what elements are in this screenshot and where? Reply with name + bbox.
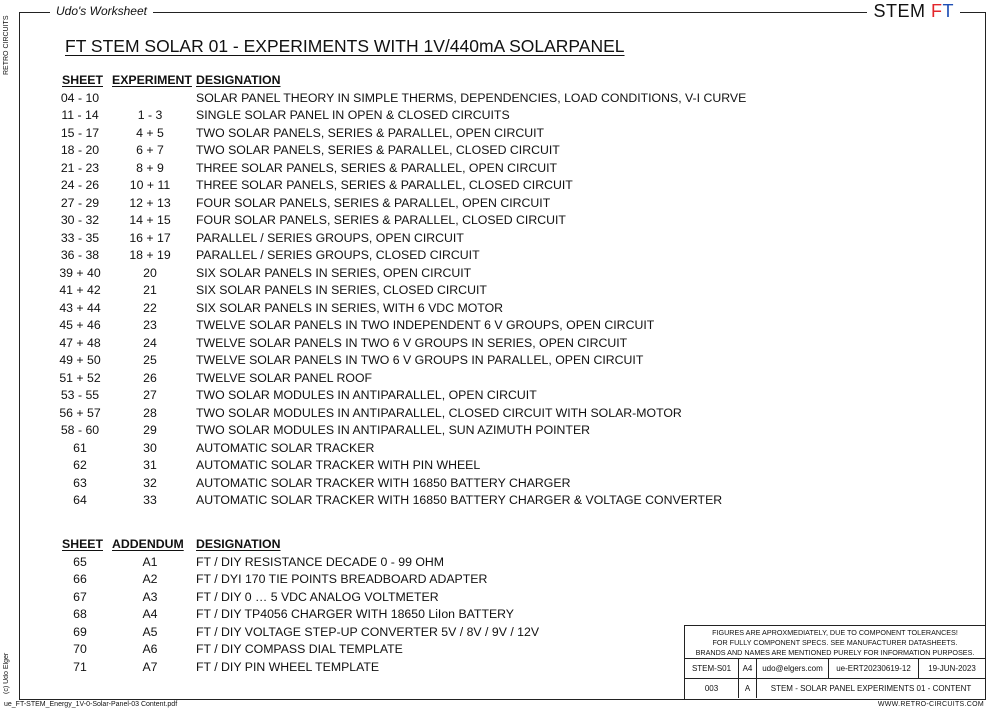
cell-sheet: 65 — [73, 554, 87, 569]
cell-experiment: 20 — [143, 265, 157, 280]
brand-logo — [867, 1, 960, 22]
cell-designation: THREE SOLAR PANELS, SERIES & PARALLEL, CLOSED CIRCUIT — [196, 178, 573, 192]
cell-addendum: A2 — [142, 572, 158, 586]
doc-date: 19-JUN-2023 — [928, 664, 976, 673]
cell-designation: TWELVE SOLAR PANELS IN TWO INDEPENDENT 6 V GROUPS, OPEN CIRCUIT — [196, 318, 655, 332]
cell-experiment: 14 + 15 — [129, 213, 171, 227]
cell-experiment: 33 — [143, 493, 157, 507]
cell-sheet: 27 - 29 — [60, 195, 100, 210]
cell-designation: TWELVE SOLAR PANELS IN TWO 6 V GROUPS IN SERIES, OPEN CIRCUIT — [196, 335, 628, 350]
cell-sheet: 47 + 48 — [59, 335, 101, 350]
cell-addendum: A4 — [142, 607, 158, 621]
cell-designation: SINGLE SOLAR PANEL IN OPEN & CLOSED CIRCUITS — [196, 108, 510, 122]
cell-sheet: 43 + 44 — [59, 300, 101, 315]
cell-designation: FT / DIY RESISTANCE DECADE 0 - 99 OHM — [196, 554, 445, 569]
cell-designation: TWO SOLAR MODULES IN ANTIPARALLEL, SUN AZIMUTH POINTER — [196, 423, 591, 437]
cell-experiment: 25 — [143, 353, 157, 367]
cell-sheet: 69 — [73, 624, 87, 639]
brand-t: T — [942, 1, 954, 21]
cell-sheet: 49 + 50 — [59, 353, 101, 367]
cell-sheet: 70 — [73, 642, 87, 656]
cell-designation: FT / DIY PIN WHEEL TEMPLATE — [196, 659, 380, 674]
cell-designation: TWO SOLAR PANELS, SERIES & PARALLEL, CLOSED CIRCUIT — [196, 143, 560, 157]
header-designation: DESIGNATION — [196, 73, 281, 87]
cell-designation: THREE SOLAR PANELS, SERIES & PARALLEL, OPEN CIRCUIT — [196, 160, 558, 175]
cell-experiment: 22 — [143, 300, 157, 315]
cell-experiment: 4 + 5 — [136, 125, 164, 140]
cell-sheet: 63 — [73, 475, 87, 490]
cell-sheet: 56 + 57 — [59, 405, 101, 420]
cell-designation: FT / DIY TP4056 CHARGER WITH 18650 LiIon BATTERY — [196, 607, 515, 621]
cell-designation: FT / DIY COMPASS DIAL TEMPLATE — [196, 642, 403, 656]
cell-sheet: 66 — [73, 572, 87, 586]
cell-sheet: 41 + 42 — [59, 283, 101, 297]
cell-experiment: 10 + 11 — [129, 178, 171, 192]
cell-experiment: 8 + 9 — [136, 160, 164, 175]
cell-sheet: 30 - 32 — [60, 213, 100, 227]
cell-designation: FOUR SOLAR PANELS, SERIES & PARALLEL, OPEN CIRCUIT — [196, 195, 551, 210]
cell-designation: AUTOMATIC SOLAR TRACKER WITH 16850 BATTERY CHARGER — [196, 475, 571, 490]
cell-experiment: 21 — [143, 283, 157, 297]
cell-sheet: 15 - 17 — [60, 125, 100, 140]
cell-designation: SIX SOLAR PANELS IN SERIES, OPEN CIRCUIT — [196, 265, 472, 280]
cell-sheet: 33 - 35 — [60, 230, 100, 245]
cell-sheet: 24 - 26 — [60, 178, 100, 192]
cell-designation: AUTOMATIC SOLAR TRACKER WITH 16850 BATTERY CHARGER & VOLTAGE CONVERTER — [196, 493, 723, 507]
cell-designation: FT / DIY 0 … 5 VDC ANALOG VOLTMETER — [196, 589, 439, 604]
cell-experiment: 30 — [143, 440, 157, 455]
cell-sheet: 11 - 14 — [61, 108, 99, 122]
cell-sheet: 53 - 55 — [60, 388, 100, 402]
brand-f: F — [931, 1, 943, 21]
author-email: udo@elgers.com — [757, 659, 829, 678]
cell-sheet: 45 + 46 — [59, 318, 101, 332]
doc-id: STEM-S01 — [685, 659, 739, 678]
cell-sheet: 04 - 10 — [60, 90, 100, 105]
cell-designation: SOLAR PANEL THEORY IN SIMPLE THERMS, DEPENDENCIES, LOAD CONDITIONS, V-I CURVE — [196, 90, 747, 105]
footer-filename: ue_FT-STEM_Energy_1V-0-Solar-Panel-03 Content.pdf — [4, 701, 178, 708]
cell-sheet: 18 - 20 — [60, 143, 100, 157]
cell-designation: PARALLEL / SERIES GROUPS, CLOSED CIRCUIT — [196, 248, 480, 262]
cell-designation: FOUR SOLAR PANELS, SERIES & PARALLEL, CLOSED CIRCUIT — [196, 213, 566, 227]
cell-addendum: A5 — [142, 624, 158, 639]
cell-experiment: 24 — [143, 335, 157, 350]
note-line: FOR FULLY COMPONENT SPECS. SEE MANUFACTURER DATASHEETS. — [712, 638, 958, 647]
paper-size: A4 — [739, 659, 757, 678]
title-block-row — [685, 659, 985, 679]
title-block-row — [685, 679, 985, 698]
header-sheet: SHEET — [62, 73, 103, 87]
cell-sheet: 51 + 52 — [59, 370, 101, 385]
cell-designation: PARALLEL / SERIES GROUPS, OPEN CIRCUIT — [196, 230, 464, 245]
header-addendum: ADDENDUM — [112, 537, 184, 551]
cell-designation: TWELVE SOLAR PANEL ROOF — [196, 370, 373, 385]
cell-addendum: A3 — [142, 589, 158, 604]
cell-sheet: 36 - 38 — [60, 248, 100, 262]
cell-designation: TWELVE SOLAR PANELS IN TWO 6 V GROUPS IN PARALLEL, OPEN CIRCUIT — [196, 353, 644, 367]
title-block — [684, 625, 985, 699]
worksheet-label: Udo's Worksheet — [50, 4, 153, 18]
cell-addendum: A6 — [142, 642, 158, 656]
cell-sheet: 58 - 60 — [60, 423, 100, 437]
cell-designation: AUTOMATIC SOLAR TRACKER — [196, 440, 375, 455]
cell-designation: TWO SOLAR MODULES IN ANTIPARALLEL, CLOSED CIRCUIT WITH SOLAR-MOTOR — [196, 405, 682, 420]
cell-experiment: 23 — [143, 318, 157, 332]
side-label-top: RETRO CIRCUITS — [3, 15, 10, 75]
cell-experiment: 29 — [143, 423, 157, 437]
cell-experiment: 28 — [143, 405, 157, 420]
cell-designation: AUTOMATIC SOLAR TRACKER WITH PIN WHEEL — [196, 458, 481, 472]
doc-ref: ue-ERT20230619-12 — [829, 659, 919, 678]
cell-addendum: A7 — [142, 659, 158, 674]
header-sheet: SHEET — [62, 537, 103, 551]
cell-designation: FT / DIY VOLTAGE STEP-UP CONVERTER 5V / 8V / 9V / 12V — [196, 624, 540, 639]
cell-sheet: 67 — [73, 589, 87, 604]
footer-website: WWW.RETRO-CIRCUITS.COM — [877, 701, 984, 708]
disclaimer-note — [685, 626, 985, 659]
cell-experiment: 18 + 19 — [129, 248, 171, 262]
cell-experiment: 31 — [143, 458, 157, 472]
cell-sheet: 61 — [73, 440, 87, 455]
cell-experiment: 1 - 3 — [137, 108, 163, 122]
cell-addendum: A1 — [142, 554, 158, 569]
cell-sheet: 68 — [73, 607, 87, 621]
note-line: FIGURES ARE APROXMEDIATELY, DUE TO COMPONENT TOLERANCES! — [712, 628, 958, 637]
brand-text: STEM — [873, 1, 931, 21]
cell-designation: TWO SOLAR MODULES IN ANTIPARALLEL, OPEN CIRCUIT — [196, 388, 537, 402]
cell-designation: SIX SOLAR PANELS IN SERIES, WITH 6 VDC MOTOR — [196, 300, 504, 315]
cell-experiment: 26 — [143, 370, 157, 385]
side-label-bottom: (c) Udo Elger — [3, 652, 10, 694]
cell-designation: FT / DYI 170 TIE POINTS BREADBOARD ADAPTER — [196, 572, 488, 586]
cell-designation: SIX SOLAR PANELS IN SERIES, CLOSED CIRCUIT — [196, 283, 487, 297]
note-line: BRANDS AND NAMES ARE MENTIONED PURELY FOR INFORMATION PURPOSES. — [695, 648, 975, 657]
cell-experiment: 16 + 17 — [129, 230, 171, 245]
cell-sheet: 64 — [73, 493, 87, 507]
cell-sheet: 39 + 40 — [59, 265, 101, 280]
doc-title: STEM - SOLAR PANEL EXPERIMENTS 01 - CONTENT — [770, 684, 972, 693]
page-title: FT STEM SOLAR 01 - EXPERIMENTS WITH 1V/440mA SOLARPANEL — [65, 36, 625, 56]
cell-sheet: 62 — [73, 458, 87, 472]
cell-experiment: 12 + 13 — [129, 195, 171, 210]
cell-experiment: 27 — [143, 388, 157, 402]
page-number: 003 — [685, 679, 739, 698]
cell-designation: TWO SOLAR PANELS, SERIES & PARALLEL, OPEN CIRCUIT — [196, 125, 545, 140]
cell-experiment: 6 + 7 — [136, 143, 164, 157]
header-experiment: EXPERIMENT — [112, 73, 192, 87]
cell-experiment: 32 — [143, 475, 157, 490]
header-designation: DESIGNATION — [196, 537, 281, 551]
revision: A — [739, 679, 757, 698]
cell-sheet: 71 — [73, 659, 87, 674]
cell-sheet: 21 - 23 — [60, 160, 100, 175]
